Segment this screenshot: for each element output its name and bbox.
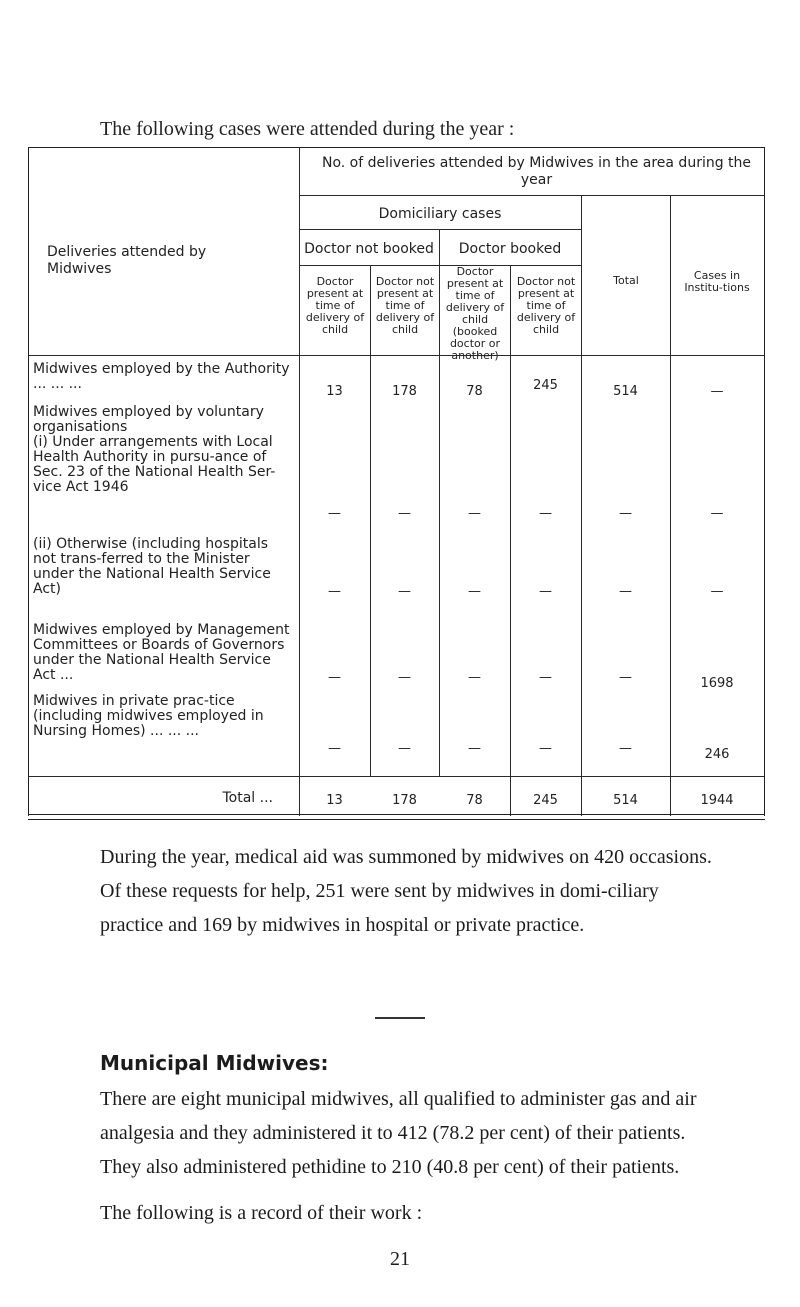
total-cell: 13	[326, 793, 343, 808]
total-top-rule	[29, 776, 764, 777]
institutions-header: Cases in Institu-tions	[684, 269, 750, 294]
medical-aid-paragraph: During the year, medical aid was summoned by midwives on 420 occasions. Of these requests for help, 251 were sent by midwives in domi-ciliary practice and 169 by midwives in hospital or private practice.	[100, 846, 712, 936]
table-cell: —	[468, 584, 481, 599]
domiciliary-header: Domiciliary cases	[378, 206, 502, 222]
table-cell: —	[398, 584, 411, 599]
table-cell: 245	[533, 378, 558, 393]
table-cell: —	[619, 741, 632, 756]
table-cell: —	[619, 584, 632, 599]
row-label-private: Midwives in private prac-tice (including midwives employed in Nursing Homes) ... ... ...	[33, 693, 264, 739]
col3-header: Doctor present at time of delivery of child (booked doctor or another)	[445, 265, 505, 362]
top-header: No. of deliveries attended by Midwives in the area during the year	[321, 155, 752, 188]
col-divider-3	[510, 265, 511, 816]
table-cell: 13	[326, 384, 343, 399]
col4-header: Doctor not present at time of delivery of child	[516, 275, 576, 336]
total-cell: 245	[533, 793, 558, 808]
table-cell: —	[398, 506, 411, 521]
total-cell: 514	[613, 793, 638, 808]
table-cell: —	[398, 741, 411, 756]
row-label-arrangements: (i) Under arrangements with Local Health Authority in pursu-ance of Sec. 23 of the National Health Ser-vice Act 1946	[33, 434, 276, 495]
booked-header: Doctor booked	[458, 241, 562, 257]
col1-header: Doctor present at time of delivery of child	[305, 275, 365, 336]
row-label-authority: Midwives employed by the Authority ... ... ...	[33, 361, 290, 392]
table-cell: 178	[392, 384, 417, 399]
deliveries-table	[28, 147, 765, 816]
table-cell: —	[468, 741, 481, 756]
table-cell: —	[710, 584, 724, 599]
table-cell: —	[398, 670, 411, 685]
table-cell: —	[328, 670, 341, 685]
table-cell: —	[710, 506, 724, 521]
total-header: Total	[613, 274, 639, 287]
table-cell: 514	[613, 384, 638, 399]
not-booked-header: Doctor not booked	[304, 241, 434, 257]
row-label-otherwise: (ii) Otherwise (including hospitals not trans-ferred to the Minister under the National Health Service Act)	[33, 536, 271, 597]
table-cell: —	[619, 506, 632, 521]
header-bottom-rule	[29, 355, 764, 356]
row-label-committees: Midwives employed by Management Committees or Boards of Governors under the National Health Service Act ...	[33, 622, 290, 683]
table-cell: —	[710, 384, 724, 399]
domiciliary-rule	[299, 229, 581, 230]
table-cell: —	[539, 506, 552, 521]
intro-text: The following cases were attended during the year :	[100, 118, 515, 140]
record-intro: The following is a record of their work :	[100, 1202, 423, 1224]
table-cell: —	[328, 584, 341, 599]
page-number: 21	[390, 1248, 410, 1270]
col2-header: Doctor not present at time of delivery of child	[375, 275, 435, 336]
col-divider-2	[439, 229, 440, 776]
booked-rule	[299, 265, 581, 266]
table-cell: —	[468, 506, 481, 521]
stub-header: Deliveries attended by Midwives	[47, 244, 207, 277]
total-cell: 178	[392, 793, 417, 808]
total-cell: 78	[466, 793, 483, 808]
table-cell: —	[328, 741, 341, 756]
table-cell: —	[468, 670, 481, 685]
header-rule-1	[299, 195, 764, 196]
section-divider	[375, 1017, 425, 1019]
row-label-total: Total ...	[222, 790, 273, 806]
table-cell: —	[539, 741, 552, 756]
municipal-midwives-paragraph: There are eight municipal midwives, all qualified to administer gas and air analgesia and they administered it to 412 (78.2 per cent) of their patients. They also administered pethidine to 210 (40.8 per cent) of their patients.	[100, 1088, 697, 1178]
table-cell: 78	[466, 384, 483, 399]
total-cell: 1944	[700, 793, 734, 808]
table-cell: —	[539, 584, 552, 599]
row-label-voluntary: Midwives employed by voluntary organisations	[33, 404, 264, 435]
table-cell: —	[539, 670, 552, 685]
table-cell: 246	[704, 747, 730, 762]
table-cell: —	[619, 670, 632, 685]
table-cell: —	[328, 506, 341, 521]
table-cell: 1698	[700, 676, 734, 691]
section-heading: Municipal Midwives:	[100, 1051, 329, 1075]
